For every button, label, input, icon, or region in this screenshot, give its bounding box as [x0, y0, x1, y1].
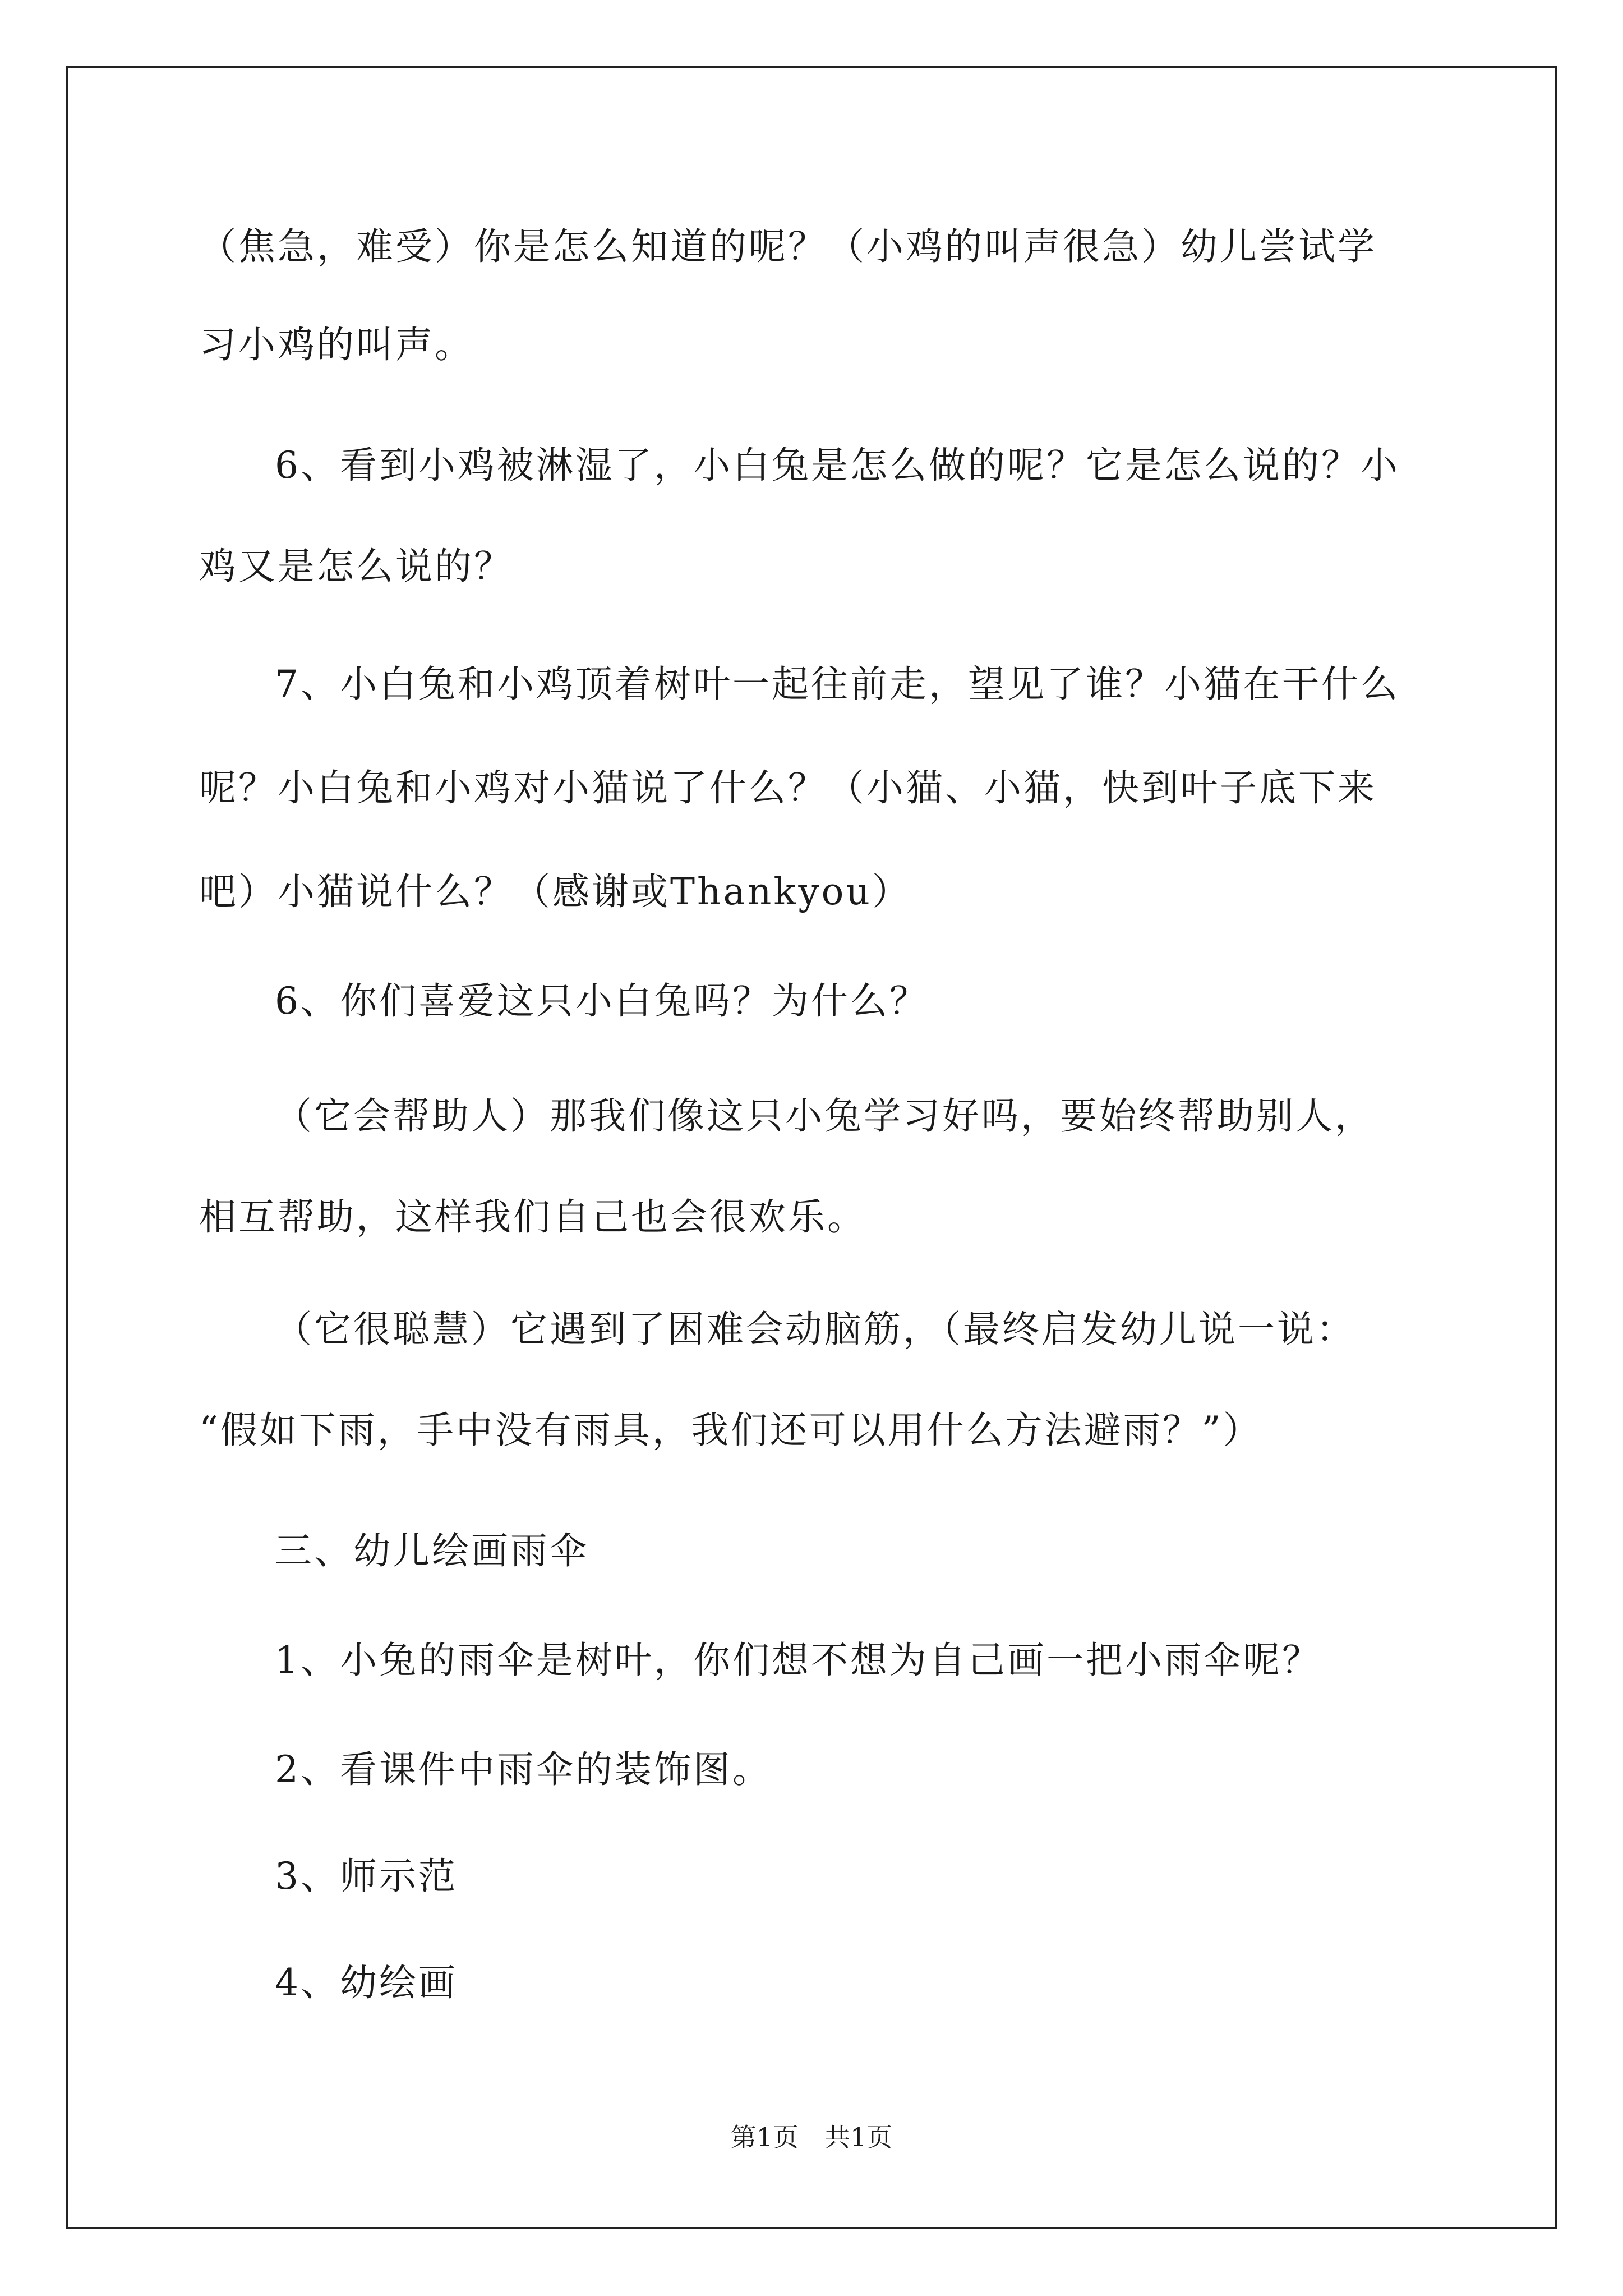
text-line: 7、小白兔和小鸡顶着树叶一起往前走，望见了谁？小猫在干什么 [275, 662, 1400, 706]
text-line: 6、你们喜爱这只小白兔吗？为什么？ [275, 979, 929, 1023]
section-heading: 三、幼儿绘画雨伞 [275, 1529, 589, 1572]
text-line: 4、幼绘画 [275, 1961, 458, 2004]
text-line: 6、看到小鸡被淋湿了，小白兔是怎么做的呢？它是怎么说的？小 [275, 444, 1400, 487]
text-line: （它很聪慧）它遇到了困难会动脑筋，（最终启发幼儿说一说： [275, 1308, 1355, 1351]
text-line: （它会帮助人）那我们像这只小兔学习好吗，要始终帮助别人， [275, 1094, 1374, 1138]
text-line: （焦急，难受）你是怎么知道的呢？（小鸡的叫声很急）幼儿尝试学 [199, 225, 1377, 268]
text-line: 鸡又是怎么说的？ [199, 545, 513, 588]
text-line: 相互帮助，这样我们自己也会很欢乐。 [199, 1195, 866, 1239]
text-line: 3、师示范 [275, 1855, 458, 1898]
page-border [66, 66, 1557, 2229]
text-line: 1、小兔的雨伞是树叶，你们想不想为自己画一把小雨伞呢？ [275, 1639, 1321, 1682]
page-footer: 第1页 共1页 [730, 2122, 893, 2152]
text-line: “假如下雨，手中没有雨具，我们还可以用什么方法避雨？”） [199, 1409, 1262, 1452]
text-line: 吧）小猫说什么？（感谢或Thankyou） [199, 870, 911, 913]
text-line: 习小鸡的叫声。 [199, 323, 474, 366]
text-line: 2、看课件中雨伞的装饰图。 [275, 1748, 772, 1791]
text-line: 呢？小白兔和小鸡对小猫说了什么？（小猫、小猫，快到叶子底下来 [199, 766, 1377, 809]
